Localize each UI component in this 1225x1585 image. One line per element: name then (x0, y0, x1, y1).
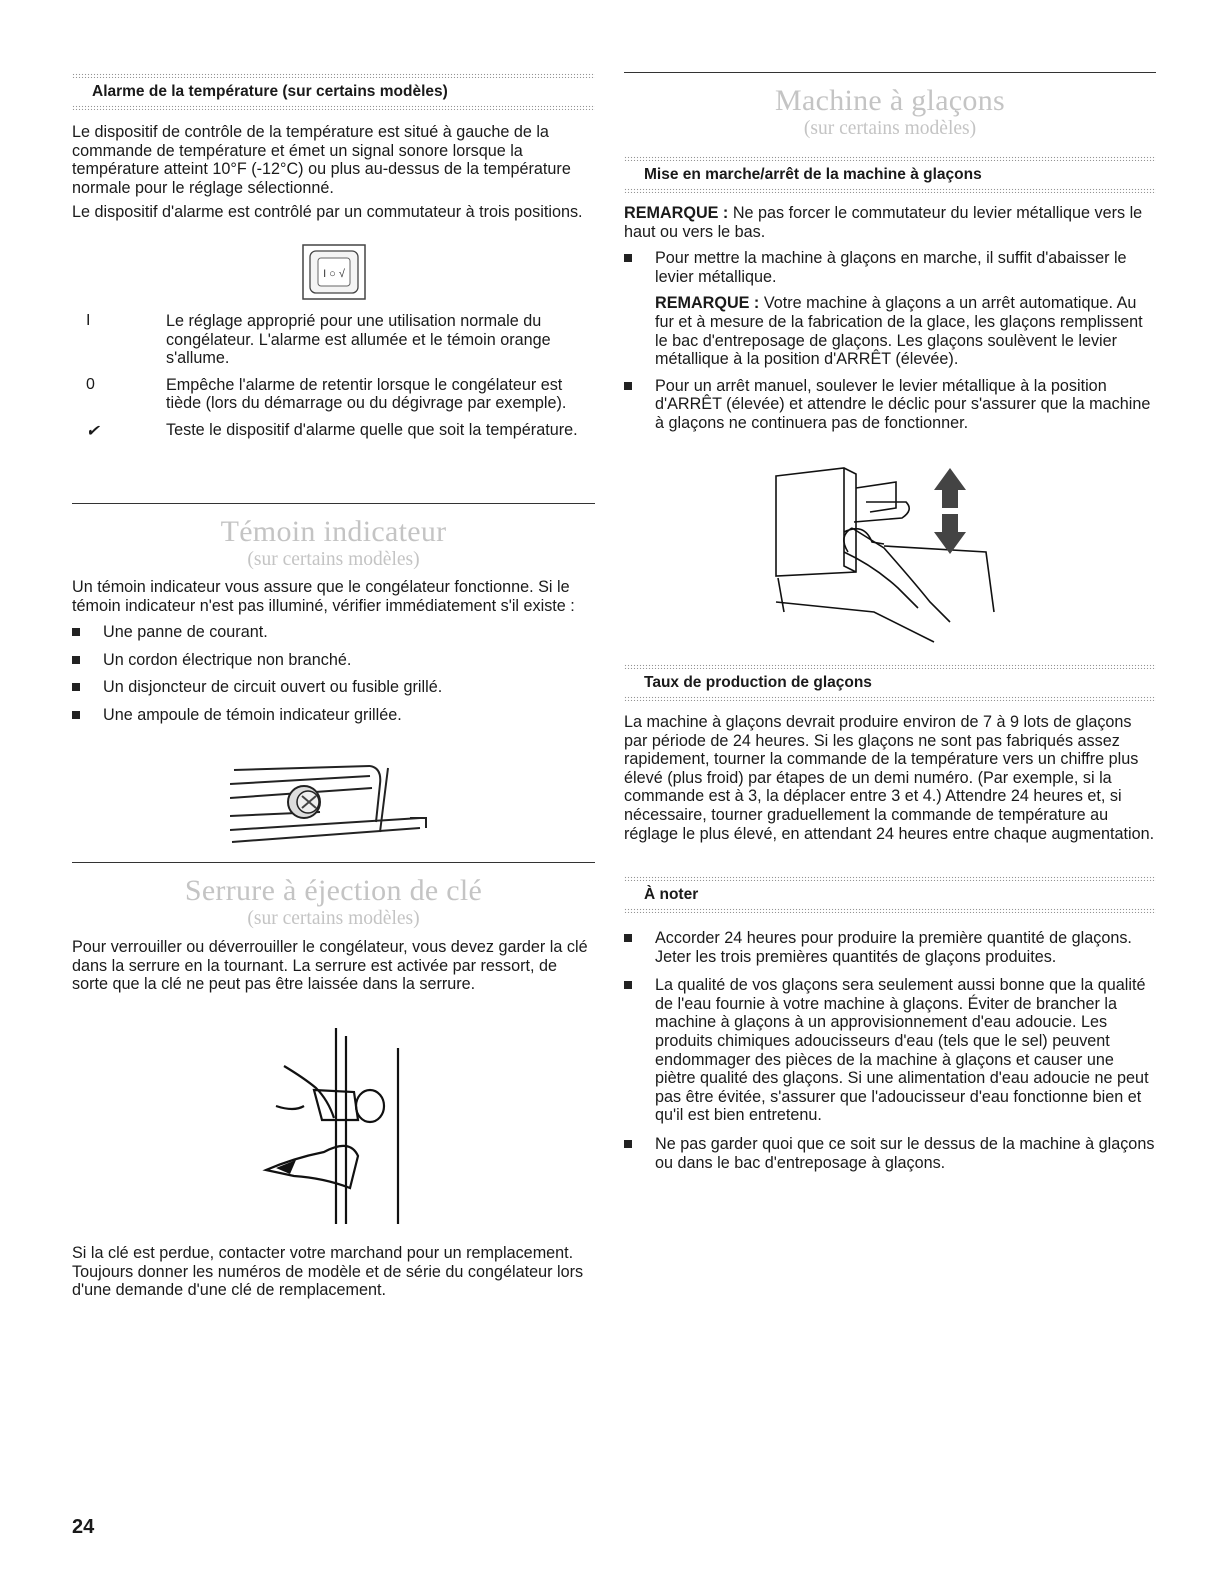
taux-paragraph: La machine à glaçons devrait produire environ de 7 à 9 lots de glaçons par période de 24 heures. Si les glaçons ne sont pas fabriqués assez rapidement, tourner la commande de la température vers un chiffre plus élevé (plus froid) par étapes de un demi numéro. (Par exemple, si la commande est à 3, la déplacer entre 3 et 4.) Attendre 24 heures et, si nécessaire, tourner graduellement la commande de température au réglage le plus élevé, en attendant 24 heures entre chaque augmentation. (624, 713, 1155, 843)
note-label: REMARQUE : (624, 204, 729, 222)
alarm-def-text: Empêche l'alarme de retentir lorsque le congélateur est tiède (lors du démarrage ou du dégivrage par exemple). (166, 375, 567, 413)
temoin-bullet-list (72, 623, 595, 724)
dotted-rule (72, 105, 595, 110)
list-item: Un cordon électrique non branché. (72, 651, 595, 670)
alarm-def-test (72, 421, 595, 440)
note-text: Votre machine à glaçons a un arrêt automatique. Au fur et à mesure de la fabrication de la glace, les glaçons remplissent le bac d'entreposage de glaçons. Les glaçons soulèvent le levier métallique à la position d'ARRÊT (élevée). (655, 294, 1143, 369)
alarm-paragraph-1: Le dispositif de contrôle de la température est situé à gauche de la commande de température et émet un signal sonore lorsque la température atteint 10°F (-12°C) ou plus au-dessus de la température normale pour le réglage sélectionné. (72, 123, 571, 197)
list-item: Ne pas garder quoi que ce soit sur le dessus de la machine à glaçons ou dans le bac d'entreposage à glaçons. (624, 1135, 1156, 1172)
section-divider (72, 503, 595, 504)
alarm-switch-icon (302, 244, 366, 300)
temoin-paragraph: Un témoin indicateur vous assure que le congélateur fonctionne. Si le témoin indicateur n'est pas illuminé, vérifier immédiatement s'il existe : (72, 578, 575, 615)
machine-heading: Mise en marche/arrêt de la machine à glaçons (644, 166, 982, 183)
noter-bullet-list (624, 929, 1156, 1172)
alarm-section (72, 73, 595, 222)
noter-heading: À noter (644, 886, 699, 903)
alarm-def-symbol: ✔ (86, 422, 100, 440)
taux-heading: Taux de production de glaçons (644, 674, 872, 691)
section-divider (624, 72, 1156, 73)
list-item: Pour un arrêt manuel, soulever le levier métallique à la position d'ARRÊT (élevée) et attendre le déclic pour s'assurer que la machine à glaçons ne continuera pas de fonctionner. (624, 377, 1156, 433)
taux-section (624, 664, 1156, 843)
noter-section (624, 876, 1156, 1172)
machine-subtitle: (sur certains modèles) (803, 118, 977, 139)
serrure-subtitle: (sur certains modèles) (247, 908, 420, 929)
dotted-rule (624, 696, 1156, 701)
indicator-light-illustration (230, 762, 430, 854)
note-text: Ne pas forcer le commutateur du levier métallique vers le haut ou vers le bas. (624, 204, 1143, 241)
alarm-def-symbol: I (86, 312, 91, 329)
serrure-section (72, 874, 595, 994)
note-label: REMARQUE : (655, 294, 760, 313)
machine-title: Machine à glaçons (774, 84, 1005, 117)
list-item: Un disjoncteur de circuit ouvert ou fusible grillé. (72, 678, 595, 697)
list-item: Accorder 24 heures pour produire la première quantité de glaçons. Jeter les trois premières quantités de glaçons produites. (624, 929, 1156, 966)
list-item: Une panne de courant. (72, 623, 595, 642)
ice-maker-illustration (774, 462, 1004, 652)
alarm-heading: Alarme de la température (sur certains modèles) (92, 83, 448, 100)
dotted-rule (72, 73, 595, 78)
dotted-rule (624, 664, 1156, 669)
list-item: La qualité de vos glaçons sera seulement aussi bonne que la qualité de l'eau fournie à votre machine à glaçons. Éviter de brancher la machine à glaçons à un approvisionnement d'eau adoucie. Les produits chimiques adoucisseurs d'eau (tels que le sel) peuvent endommager des pièces de la machine à glaçons et causer une piètre qualité des glaçons. Si une alimentation d'eau adoucie ne peut pas être évitée, s'assurer que l'adoucisseur d'eau fonctionne bien et qu'il est bien entretenu. (624, 976, 1156, 1125)
section-divider (72, 862, 595, 863)
alarm-def-text: Teste le dispositif d'alarme quelle que soit la température. (166, 420, 578, 439)
serrure-title: Serrure à éjection de clé (184, 874, 483, 907)
dotted-rule (624, 876, 1156, 881)
key-lock-illustration (254, 1028, 414, 1224)
dotted-rule (624, 188, 1156, 193)
alarm-switch-label: I ○ √ (323, 268, 345, 280)
alarm-definitions (72, 312, 595, 440)
temoin-title: Témoin indicateur (220, 515, 447, 548)
alarm-def-on (72, 312, 595, 368)
page-number: 24 (72, 1516, 95, 1538)
serrure-paragraph-2: Si la clé est perdue, contacter votre marchand pour un remplacement. Toujours donner les numéros de modèle et de série du congélateur lors d'une demande d'une clé de remplacement. (72, 1244, 584, 1300)
list-item: Une ampoule de témoin indicateur grillée. (72, 706, 595, 725)
alarm-paragraph-2: Le dispositif d'alarme est contrôlé par un commutateur à trois positions. (72, 203, 583, 222)
machine-note-2 (624, 294, 1156, 368)
dotted-rule (624, 156, 1156, 161)
list-item: Pour mettre la machine à glaçons en marche, il suffit d'abaisser le levier métallique. (624, 249, 1156, 286)
alarm-def-off (72, 376, 595, 413)
machine-section (624, 84, 1156, 433)
machine-note (624, 204, 1156, 241)
temoin-section (72, 515, 595, 725)
dotted-rule (624, 908, 1156, 913)
alarm-def-symbol: 0 (86, 375, 95, 393)
temoin-subtitle: (sur certains modèles) (247, 549, 420, 570)
alarm-def-text: Le réglage approprié pour une utilisation normale du congélateur. L'alarme est allumée et le témoin orange s'allume. (166, 312, 551, 368)
serrure-paragraph-1: Pour verrouiller ou déverrouiller le congélateur, vous devez garder la clé dans la serrure en la tournant. La serrure est activée par ressort, de sorte que la clé ne peut pas être laissée dans la serrure. (72, 938, 588, 994)
